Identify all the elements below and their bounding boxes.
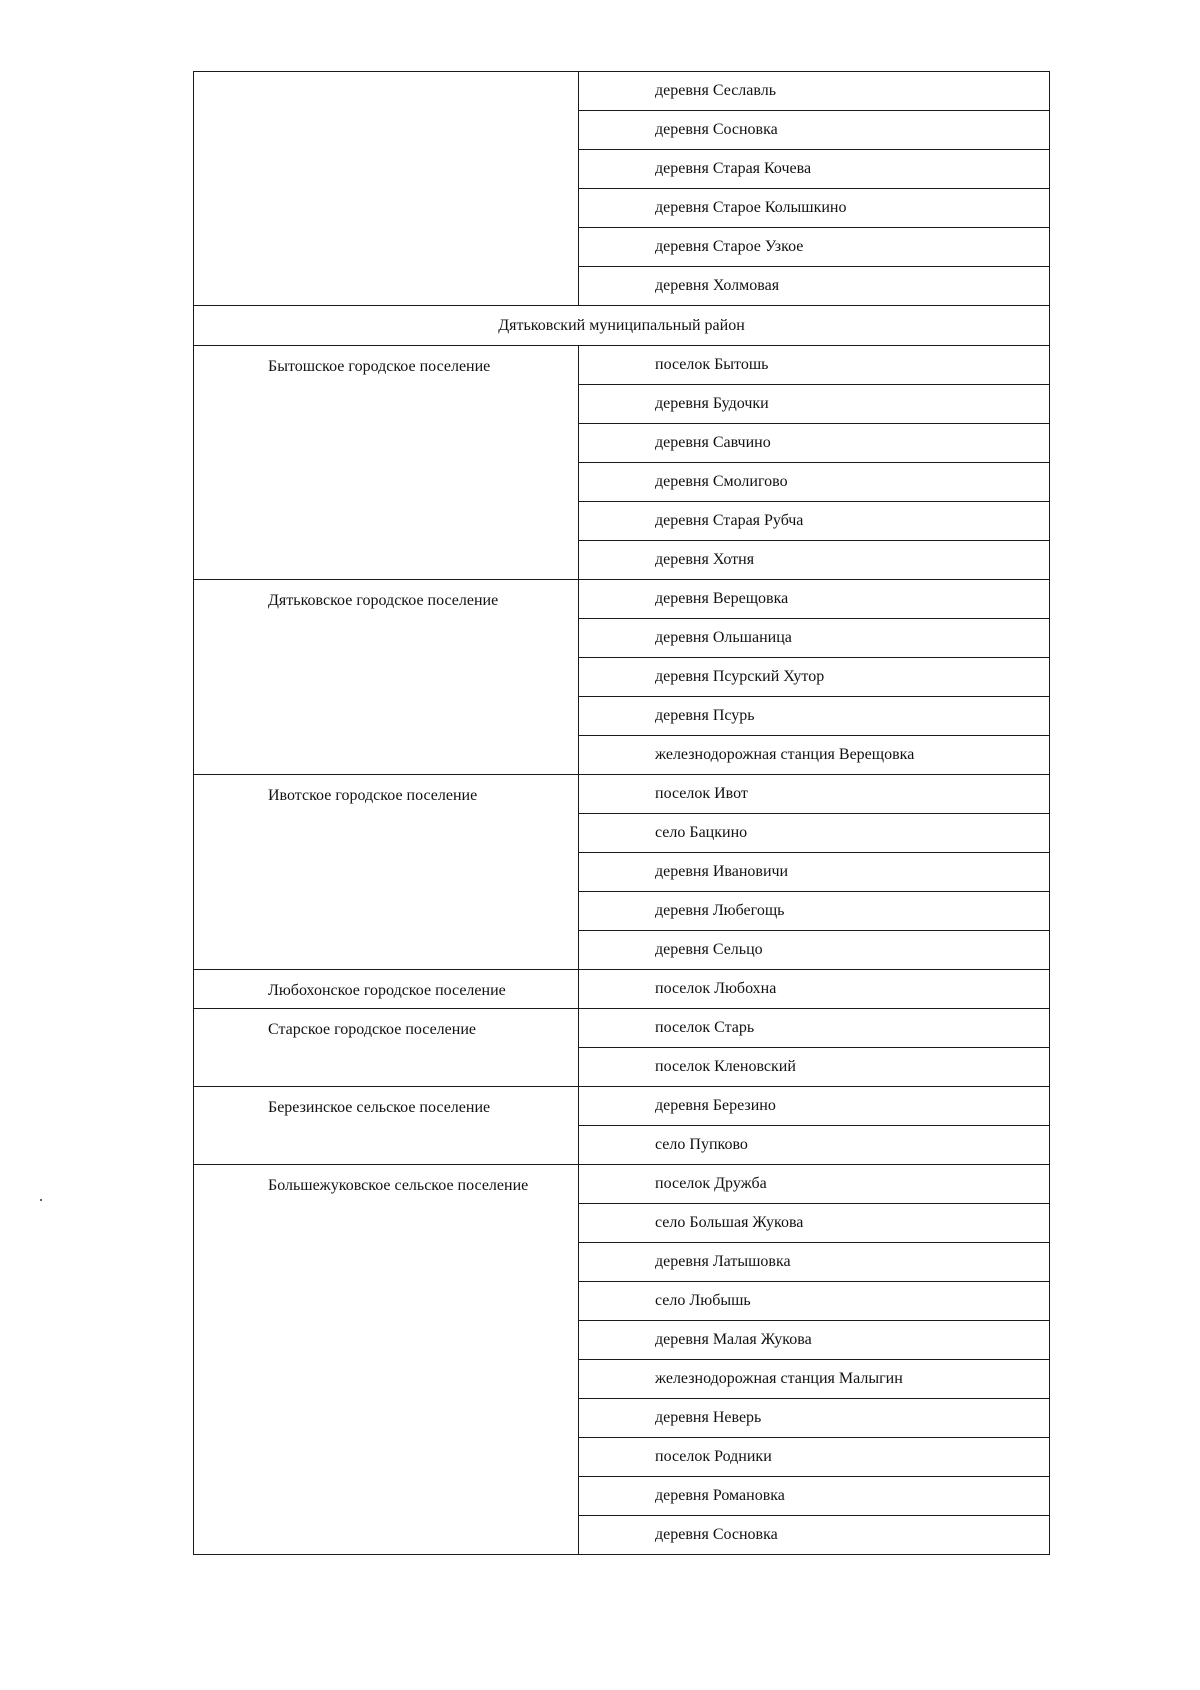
locality-cell: деревня Верещовка	[579, 580, 1050, 619]
locality-cell: деревня Березино	[579, 1087, 1050, 1126]
locality-cell: деревня Латышовка	[579, 1243, 1050, 1282]
locality-cell: деревня Романовка	[579, 1477, 1050, 1516]
settlement-name-cell: Любохонское городское поселение	[194, 970, 579, 1009]
table-row	[194, 72, 1050, 111]
locality-cell: деревня Холмовая	[579, 267, 1050, 306]
locality-cell: деревня Псурский Хутор	[579, 658, 1050, 697]
locality-cell: поселок Дружба	[579, 1165, 1050, 1204]
district-title: Дятьковский муниципальный район	[194, 306, 1050, 346]
table-row	[194, 306, 1050, 346]
settlement-name-cell: Большежуковское сельское поселение	[194, 1165, 579, 1555]
locality-cell: деревня Ивановичи	[579, 853, 1050, 892]
settlements-table	[193, 71, 1050, 1555]
locality-cell: село Большая Жукова	[579, 1204, 1050, 1243]
table-row	[194, 970, 1050, 1009]
locality-cell: железнодорожная станция Верещовка	[579, 736, 1050, 775]
locality-cell: деревня Старая Кочева	[579, 150, 1050, 189]
locality-cell: поселок Ивот	[579, 775, 1050, 814]
locality-cell: деревня Псурь	[579, 697, 1050, 736]
locality-cell: железнодорожная станция Малыгин	[579, 1360, 1050, 1399]
locality-cell: деревня Ольшаница	[579, 619, 1050, 658]
locality-cell: деревня Смолигово	[579, 463, 1050, 502]
settlement-name-cell: Бытошское городское поселение	[194, 346, 579, 580]
locality-cell: деревня Сеславль	[579, 72, 1050, 111]
locality-cell: деревня Будочки	[579, 385, 1050, 424]
locality-cell: поселок Бытошь	[579, 346, 1050, 385]
stray-mark	[40, 1199, 42, 1201]
locality-cell: деревня Старое Колышкино	[579, 189, 1050, 228]
table-row	[194, 775, 1050, 814]
settlements-table-body	[194, 72, 1050, 1555]
table-row	[194, 1087, 1050, 1126]
locality-cell: деревня Неверь	[579, 1399, 1050, 1438]
locality-cell: деревня Сосновка	[579, 1516, 1050, 1555]
table-row	[194, 580, 1050, 619]
locality-cell: деревня Хотня	[579, 541, 1050, 580]
locality-cell: поселок Старь	[579, 1009, 1050, 1048]
locality-cell: поселок Любохна	[579, 970, 1050, 1009]
locality-cell: поселок Кленовский	[579, 1048, 1050, 1087]
locality-cell: деревня Сельцо	[579, 931, 1050, 970]
locality-cell: деревня Малая Жукова	[579, 1321, 1050, 1360]
locality-cell: село Пупково	[579, 1126, 1050, 1165]
settlement-name-cell	[194, 72, 579, 306]
document-page	[193, 71, 1049, 1555]
locality-cell: деревня Любегощь	[579, 892, 1050, 931]
table-row	[194, 346, 1050, 385]
locality-cell: деревня Старое Узкое	[579, 228, 1050, 267]
settlement-name-cell: Ивотское городское поселение	[194, 775, 579, 970]
table-row	[194, 1165, 1050, 1204]
locality-cell: село Бацкино	[579, 814, 1050, 853]
settlement-name-cell: Старское городское поселение	[194, 1009, 579, 1087]
locality-cell: деревня Сосновка	[579, 111, 1050, 150]
settlement-name-cell: Дятьковское городское поселение	[194, 580, 579, 775]
locality-cell: поселок Родники	[579, 1438, 1050, 1477]
settlement-name-cell: Березинское сельское поселение	[194, 1087, 579, 1165]
locality-cell: село Любышь	[579, 1282, 1050, 1321]
locality-cell: деревня Старая Рубча	[579, 502, 1050, 541]
locality-cell: деревня Савчино	[579, 424, 1050, 463]
table-row	[194, 1009, 1050, 1048]
